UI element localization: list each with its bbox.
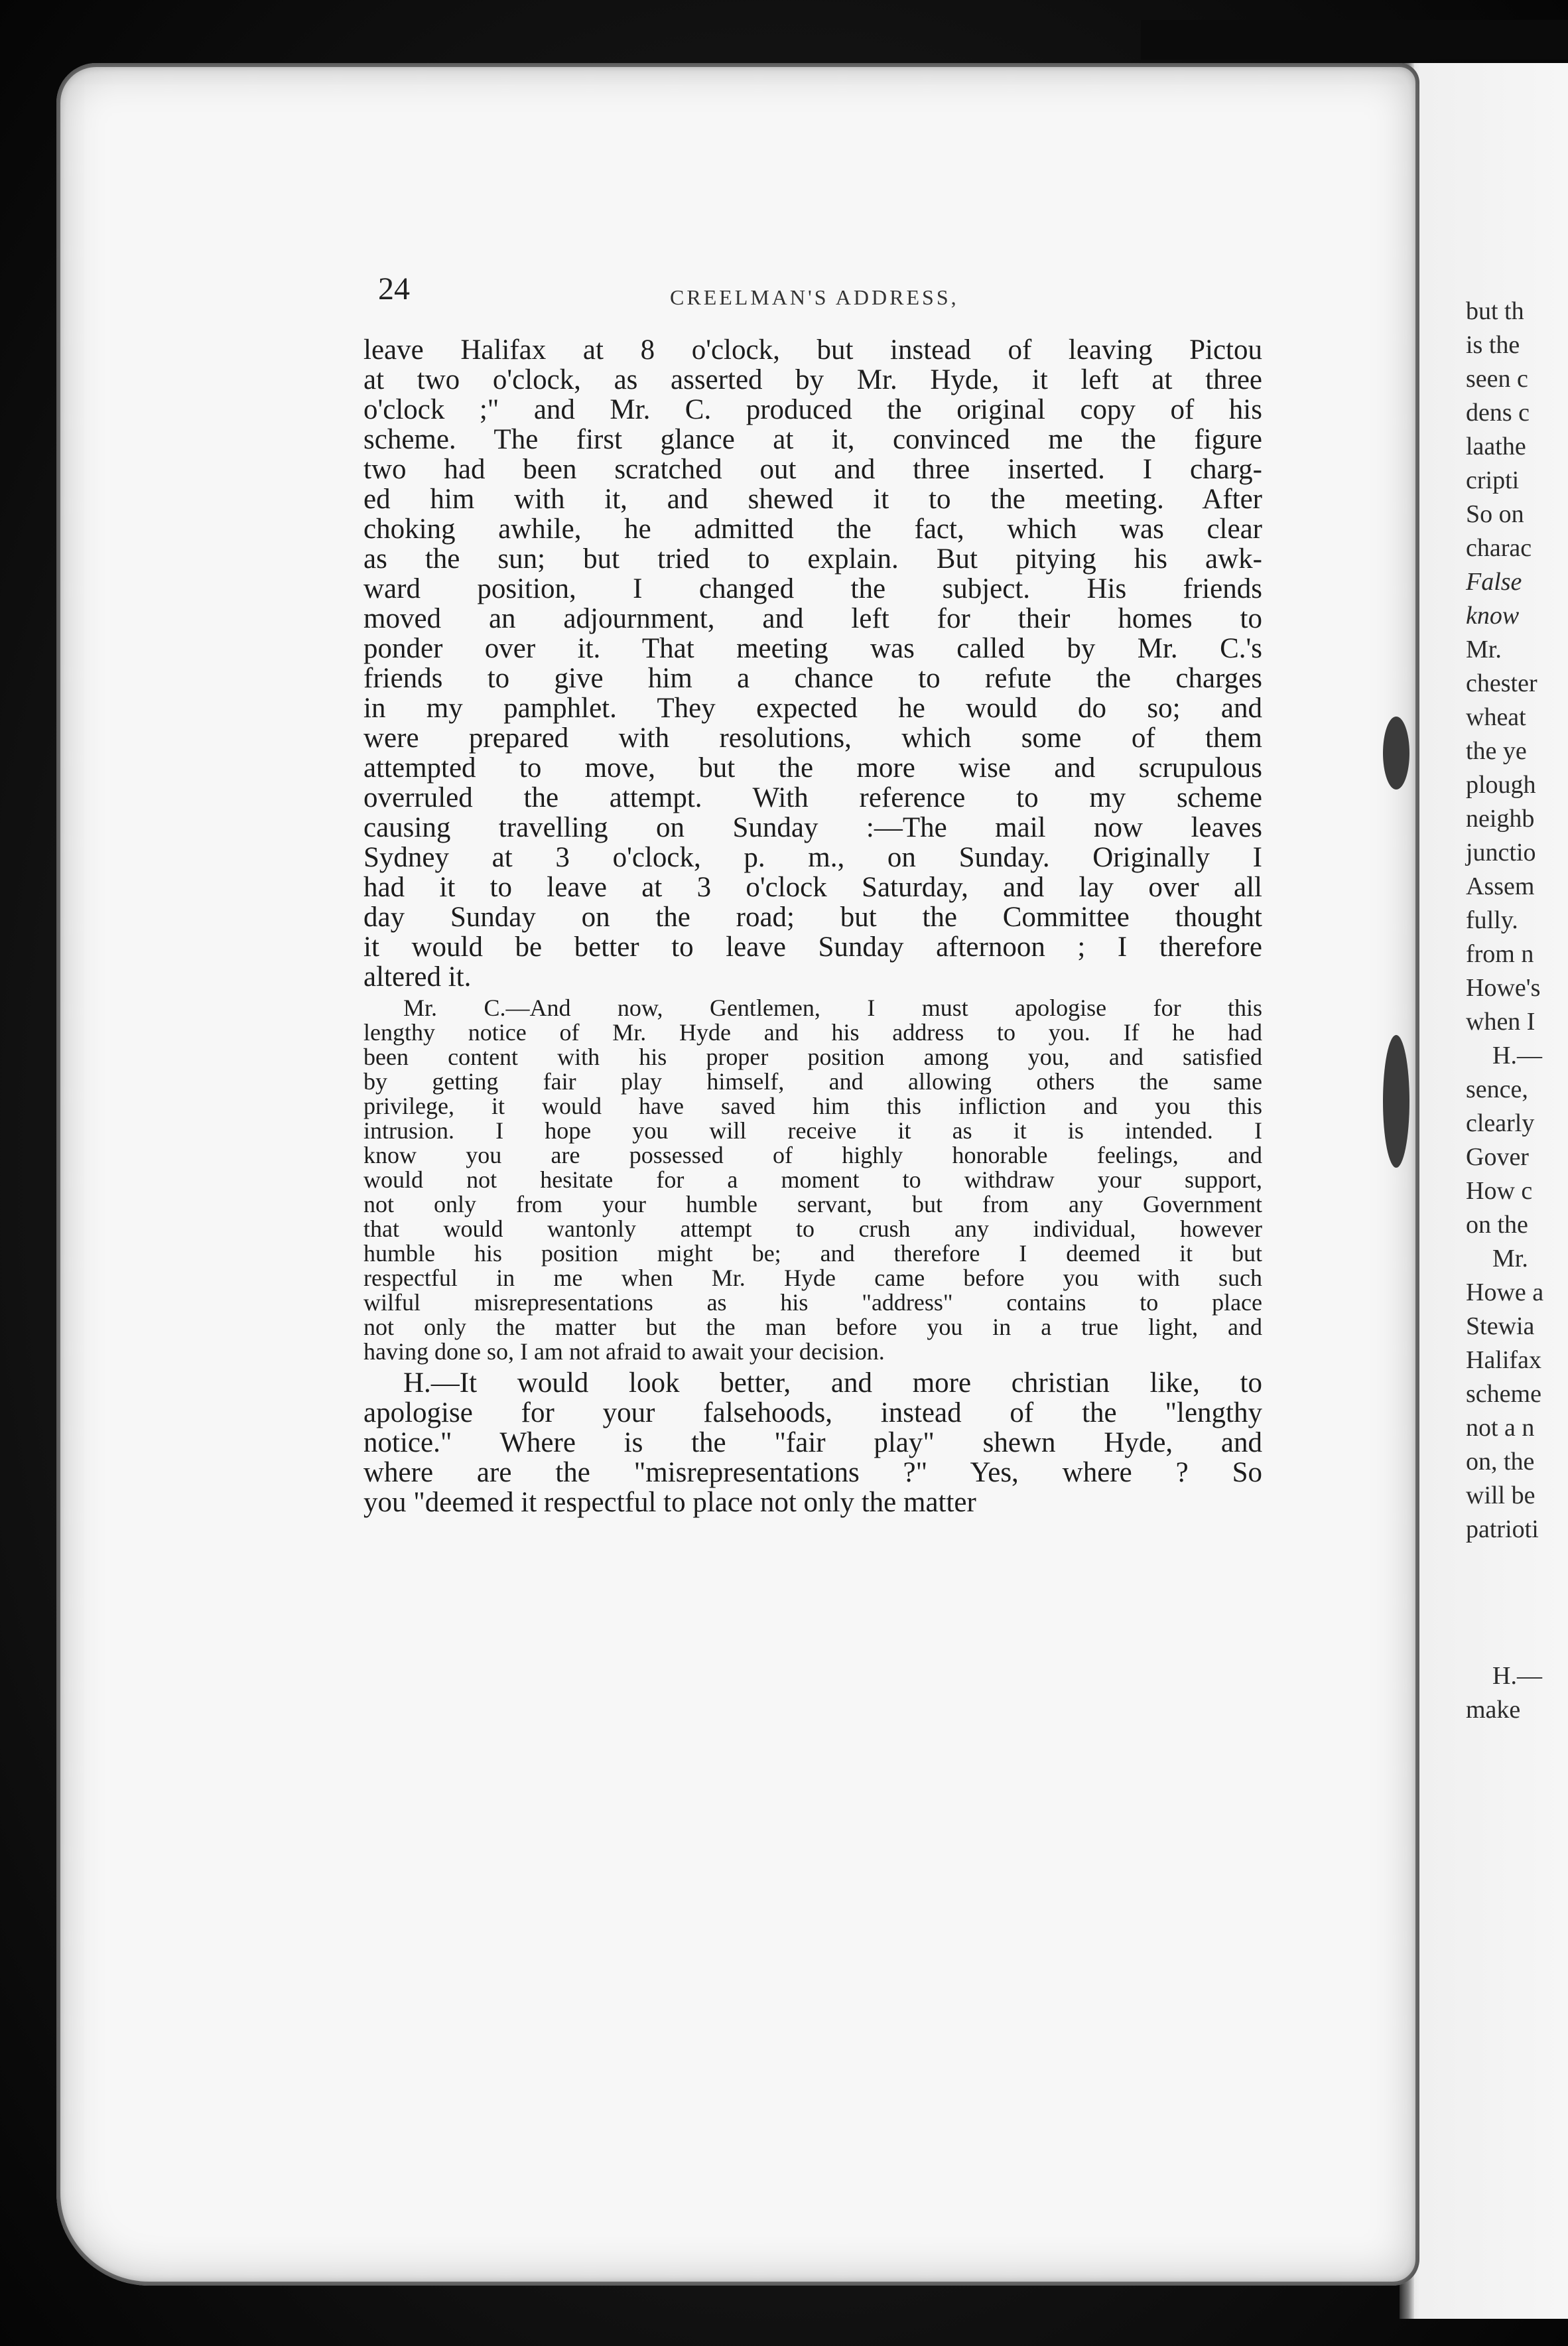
facing-page-fragment: make <box>1466 1696 1521 1724</box>
text-line: Mr. C.—And now, Gentlemen, I must apologise for this <box>403 995 1262 1021</box>
facing-page-fragment: cripti <box>1466 466 1520 494</box>
text-line: attempted to move, but the more wise and scrupulous <box>363 752 1262 784</box>
binding-thread-mark <box>1383 1035 1409 1168</box>
text-line: wilful misrepresentations as his "address" contains to place <box>363 1289 1262 1316</box>
text-line: you "deemed it respectful to place not only the matter <box>363 1487 976 1518</box>
facing-page-fragment: sence, <box>1466 1075 1528 1103</box>
facing-page-fragment: patrioti <box>1466 1515 1539 1543</box>
text-line: ward position, I changed the subject. His friends <box>363 573 1262 604</box>
facing-page-fragment: Mr. <box>1466 636 1502 663</box>
running-head: CREELMAN'S ADDRESS, <box>670 285 959 309</box>
facing-page-fragment: junctio <box>1466 839 1536 866</box>
text-line: scheme. The first glance at it, convinced me the figure <box>363 424 1262 455</box>
text-line: having done so, I am not afraid to await your decision. <box>363 1338 885 1365</box>
text-line: friends to give him a chance to refute the charges <box>363 663 1262 694</box>
text-line: ponder over it. That meeting was called by Mr. C.'s <box>363 633 1262 664</box>
page-number: 24 <box>378 271 410 307</box>
facing-page-fragment: Mr. <box>1492 1245 1528 1273</box>
text-line: in my pamphlet. They expected he would do so; and <box>363 693 1262 724</box>
text-line: day Sunday on the road; but the Committee thought <box>363 902 1262 933</box>
paragraph <box>363 996 1262 1364</box>
text-line: ed him with it, and shewed it to the meeting. After <box>363 484 1262 515</box>
text-line: as the sun; but tried to explain. But pitying his awk- <box>363 543 1262 575</box>
paragraph <box>363 1368 1262 1517</box>
scan-dark-edge <box>1141 20 1568 60</box>
text-line: by getting fair play himself, and allowing others the same <box>363 1068 1262 1095</box>
facing-page-fragment: fully. <box>1466 906 1518 934</box>
page-body <box>363 335 1262 1517</box>
facing-page-fragment: laathe <box>1466 433 1526 460</box>
facing-page-fragment: know <box>1466 602 1520 630</box>
facing-page-fragment: So on <box>1466 500 1524 528</box>
text-line: privilege, it would have saved him this infliction and you this <box>363 1093 1262 1119</box>
facing-page-fragment: H.— <box>1492 1042 1542 1070</box>
facing-page-fragment: seen c <box>1466 365 1528 393</box>
facing-page-fragment: wheat <box>1466 703 1526 731</box>
facing-page-fragment: Howe's <box>1466 974 1541 1002</box>
text-line: overruled the attempt. With reference to my scheme <box>363 782 1262 813</box>
text-line: causing travelling on Sunday :—The mail now leaves <box>363 812 1262 843</box>
facing-page-fragment: Halifax <box>1466 1346 1541 1374</box>
text-line: not only from your humble servant, but from any Government <box>363 1191 1262 1217</box>
facing-page-fragment: scheme <box>1466 1380 1541 1408</box>
text-line: humble his position might be; and therefore I deemed it but <box>363 1240 1262 1267</box>
text-line: Sydney at 3 o'clock, p. m., on Sunday. Originally I <box>363 842 1262 873</box>
facing-page-fragment: False <box>1466 568 1522 596</box>
facing-page-fragment: clearly <box>1466 1109 1535 1137</box>
text-line: that would wantonly attempt to crush any individual, however <box>363 1215 1262 1242</box>
text-line: choking awhile, he admitted the fact, which was clear <box>363 514 1262 545</box>
facing-page-fragment: neighb <box>1466 805 1535 833</box>
facing-page-fragment: charac <box>1466 534 1532 562</box>
facing-page-fragment: H.— <box>1492 1662 1542 1690</box>
text-line: moved an adjournment, and left for their homes to <box>363 603 1262 634</box>
text-line: altered it. <box>363 961 472 993</box>
facing-page-fragment: will be <box>1466 1482 1535 1509</box>
text-line: not only the matter but the man before you in a true light, and <box>363 1314 1262 1340</box>
text-line: apologise for your falsehoods, instead of the "lengthy <box>363 1397 1262 1428</box>
facing-page-fragment: but th <box>1466 297 1524 325</box>
text-line: where are the "misrepresentations ?" Yes, where ? So <box>363 1457 1262 1488</box>
text-line: were prepared with resolutions, which some of them <box>363 723 1262 754</box>
facing-page-fragment: plough <box>1466 771 1536 799</box>
text-line: intrusion. I hope you will receive it as it is intended. I <box>363 1117 1262 1144</box>
facing-page-fragment: Gover <box>1466 1143 1529 1171</box>
text-line: H.—It would look better, and more christian like, to <box>403 1367 1262 1399</box>
text-line: two had been scratched out and three inserted. I charg- <box>363 454 1262 485</box>
facing-page-fragment: from n <box>1466 940 1534 968</box>
paragraph <box>363 335 1262 992</box>
facing-page-fragment: chester <box>1466 669 1537 697</box>
facing-page-fragment: is the <box>1466 331 1520 359</box>
text-line: respectful in me when Mr. Hyde came before you with such <box>363 1265 1262 1291</box>
text-line: at two o'clock, as asserted by Mr. Hyde, it left at three <box>363 364 1262 395</box>
text-line: been content with his proper position among you, and satisfied <box>363 1044 1262 1070</box>
facing-page-fragment: the ye <box>1466 737 1527 765</box>
binding-thread-mark <box>1383 717 1409 790</box>
facing-page <box>1400 63 1568 2319</box>
text-line: leave Halifax at 8 o'clock, but instead of leaving Pictou <box>363 334 1262 366</box>
facing-page-fragment: How c <box>1466 1177 1533 1205</box>
text-line: had it to leave at 3 o'clock Saturday, and lay over all <box>363 872 1262 903</box>
text-line: would not hesitate for a moment to withdraw your support, <box>363 1166 1262 1193</box>
facing-page-fragment: not a n <box>1466 1414 1535 1442</box>
text-line: lengthy notice of Mr. Hyde and his address to you. If he had <box>363 1019 1262 1046</box>
facing-page-fragment: on, the <box>1466 1448 1535 1476</box>
facing-page-fragment: Assem <box>1466 872 1535 900</box>
facing-page-fragment: Stewia <box>1466 1312 1535 1340</box>
text-line: it would be better to leave Sunday afternoon ; I therefore <box>363 932 1262 963</box>
text-line: know you are possessed of highly honorable feelings, and <box>363 1142 1262 1168</box>
text-line: o'clock ;" and Mr. C. produced the original copy of his <box>363 394 1262 425</box>
facing-page-fragment: Howe a <box>1466 1278 1544 1306</box>
text-line: notice." Where is the "fair play" shewn Hyde, and <box>363 1427 1262 1458</box>
facing-page-fragment: dens c <box>1466 399 1530 427</box>
facing-page-fragment: on the <box>1466 1211 1528 1239</box>
facing-page-fragment: when I <box>1466 1008 1535 1036</box>
